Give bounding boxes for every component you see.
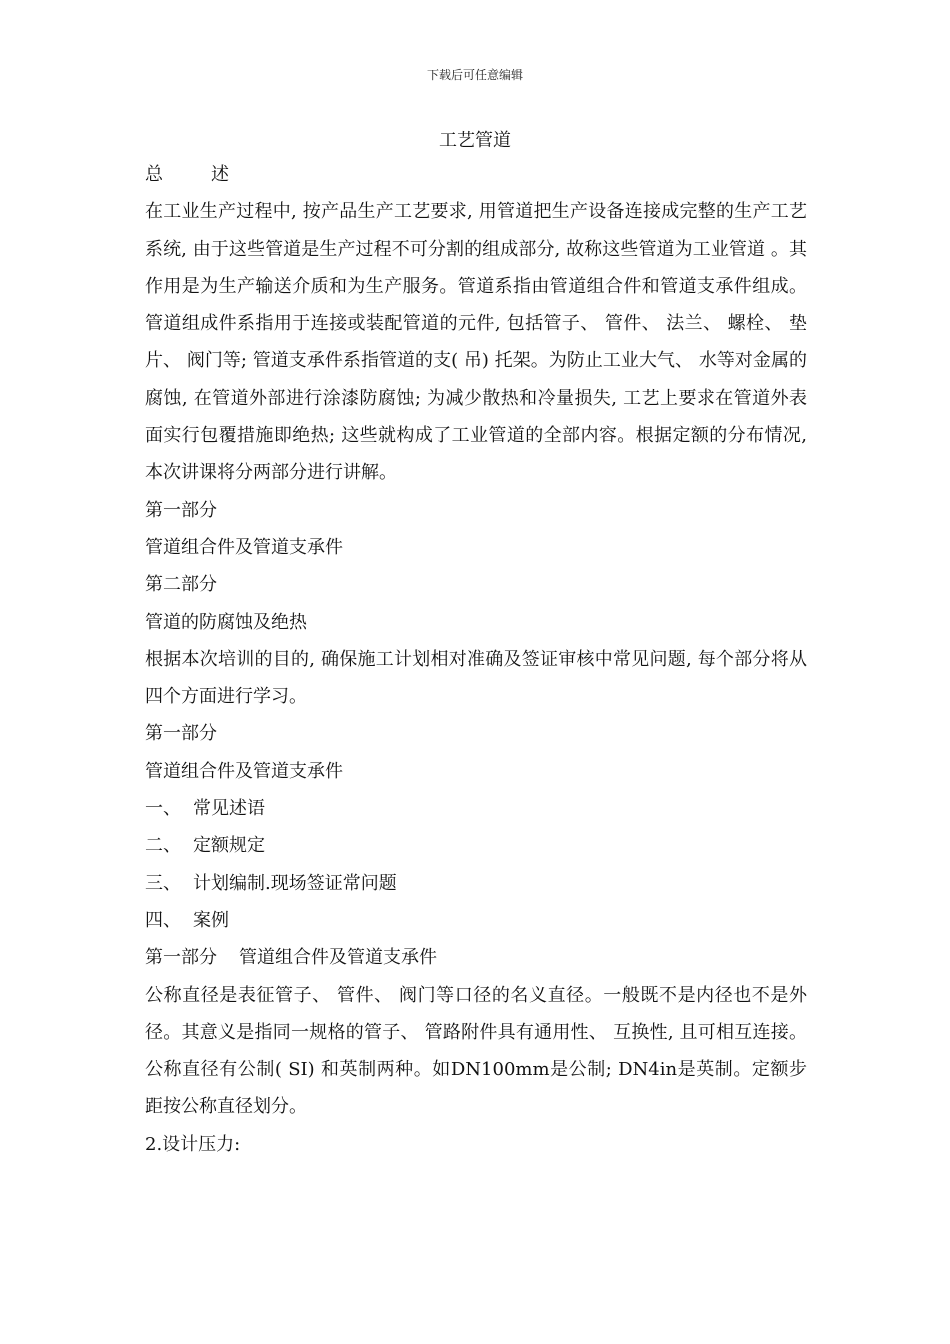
list-item-text: 计划编制.现场签证常问题 [193, 872, 397, 894]
overview-char-2: 述 [211, 164, 229, 185]
list-item-number: 一、 [145, 798, 181, 820]
overview-heading [145, 156, 807, 193]
section-title: 管道组合件及管道支承件 [239, 947, 437, 969]
list-item [145, 902, 807, 939]
list-item [145, 865, 807, 902]
list-item [145, 827, 807, 864]
list-item-number: 二、 [145, 835, 181, 857]
list-item-text: 案例 [193, 909, 229, 931]
part2-title: 管道的防腐蚀及绝热 [145, 611, 307, 633]
intro-paragraph: 在工业生产过程中, 按产品生产工艺要求, 用管道把生产设备连接成完整的生产工艺系统, 由于这些管道是生产过程不可分割的组成部分, 故称这些管道为工业管道 。其作用是为生产输送介质和为生产服务。管道系指由管道组合件和管道支承件组成。管道组成件系指用于连接或装配管道的元件, 包括管子、 管件、 法兰、 螺栓、 垫片、 阀门等; 管道支承件系指管道的支( 吊) 托架。为防止工业大气、 水等对金属的腐蚀, 在管道外部进行涂漆防腐蚀; 为减少散热和冷量损失, 工艺上要求在管道外表面实行包覆措施即绝热; 这些就构成了工业管道的全部内容。根据定额的分布情况, 本次讲课将分两部分进行讲解。 [145, 201, 807, 484]
document-body [145, 156, 807, 1163]
header-note: 下载后可任意编辑 [426, 68, 523, 82]
list-item-text: 常见述语 [193, 798, 265, 820]
overview-char-1: 总 [145, 164, 163, 185]
part1-title-repeat: 管道组合件及管道支承件 [145, 760, 343, 782]
list-item [145, 790, 807, 827]
design-pressure-heading: 2.设计压力: [145, 1133, 241, 1155]
part2-label: 第二部分 [145, 574, 217, 596]
list-item-number: 四、 [145, 909, 181, 931]
training-paragraph: 根据本次培训的目的, 确保施工计划相对准确及签证审核中常见问题, 每个部分将从四个方面进行学习。 [145, 648, 807, 708]
list-item-text: 定额规定 [193, 835, 265, 857]
part1-label-repeat: 第一部分 [145, 723, 217, 745]
section-label: 第一部分 [145, 947, 217, 969]
page-title: 工艺管道 [439, 130, 511, 151]
part1-label: 第一部分 [145, 499, 217, 521]
nominal-diameter-paragraph: 公称直径是表征管子、 管件、 阀门等口径的名义直径。一般既不是内径也不是外径。其意义是指同一规格的管子、 管路附件具有通用性、 互换性, 且可相互连接。公称直径有公制( SI) 和英制两种。如DN100mm是公制; DN4in是英制。定额步距按公称直径划分。 [145, 984, 807, 1118]
list-item-number: 三、 [145, 872, 181, 894]
part1-title: 管道组合件及管道支承件 [145, 536, 343, 558]
section-heading [145, 939, 807, 976]
